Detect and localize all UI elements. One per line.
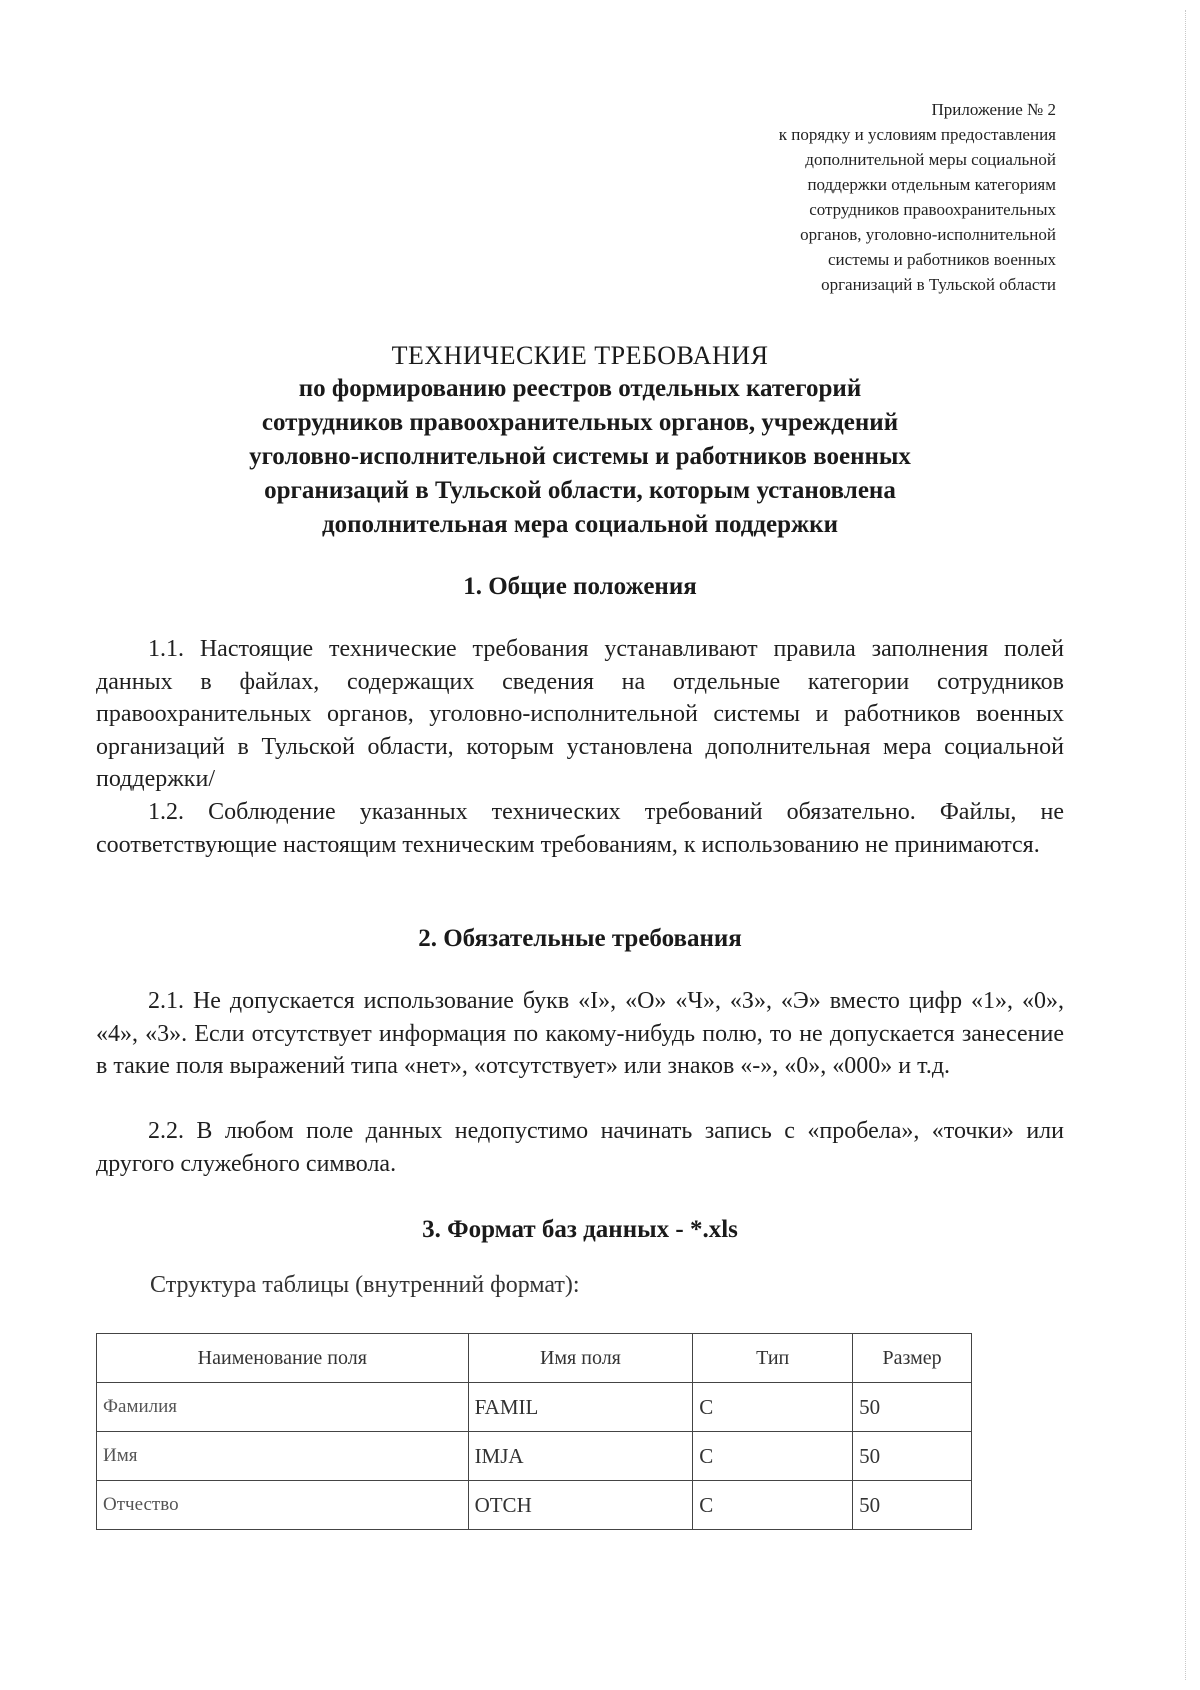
paragraph-1-2 <box>96 796 1064 861</box>
title-sub-line: сотрудников правоохранительных органов, учреждений <box>261 409 899 436</box>
column-header: Имя поля <box>468 1334 693 1383</box>
section-2-heading: 2. Обязательные требования <box>418 925 742 952</box>
title-sub-line: организаций в Тульской области, которым установлена <box>264 477 896 504</box>
table-cell: OTCH <box>468 1481 693 1530</box>
paragraph-text: 2.2. В любом поле данных недопустимо начинать запись с «пробела», «точки» или другого служебного символа. <box>96 1118 1064 1177</box>
table-cell: Отчество <box>97 1481 469 1530</box>
table-header-row <box>97 1334 972 1383</box>
paragraph-2-2 <box>96 1115 1064 1180</box>
document-title <box>96 340 1064 542</box>
title-main: ТЕХНИЧЕСКИЕ ТРЕБОВАНИЯ <box>391 341 769 370</box>
appendix-line: организаций в Тульской области <box>821 275 1056 294</box>
page-edge-divider <box>1185 10 1187 1680</box>
table-cell: C <box>693 1432 853 1481</box>
table-cell: 50 <box>853 1432 972 1481</box>
appendix-line: системы и работников военных <box>828 250 1056 269</box>
table-cell: C <box>693 1481 853 1530</box>
table-cell: IMJA <box>468 1432 693 1481</box>
appendix-line: органов, уголовно-исполнительной <box>800 225 1056 244</box>
section-1-heading: 1. Общие положения <box>463 573 697 600</box>
table-cell: Имя <box>97 1432 469 1481</box>
table-cell: FAMIL <box>468 1383 693 1432</box>
paragraph-text: 2.1. Не допускается использование букв «I», «О» «Ч», «З», «Э» вместо цифр «1», «0», «4», «3». Если отсутствует информация по какому-нибудь полю, то не допускается занесение в такие поля выражений типа «нет», «отсутствует» или знаков «-», «0», «000» и т.д. <box>96 988 1064 1079</box>
appendix-line: к порядку и условиям предоставления <box>778 125 1056 144</box>
title-sub-line: по формированию реестров отдельных категорий <box>298 375 862 402</box>
appendix-line: дополнительной меры социальной <box>805 150 1056 169</box>
title-sub-line: дополнительная мера социальной поддержки <box>322 511 838 538</box>
paragraph-text: 1.2. Соблюдение указанных технических требований обязательно. Файлы, не соответствующие настоящим техническим требованиям, к использованию не принимаются. <box>96 799 1064 858</box>
table-row <box>97 1481 972 1530</box>
table-cell: 50 <box>853 1383 972 1432</box>
appendix-line: поддержки отдельным категориям <box>807 175 1056 194</box>
table-row <box>97 1432 972 1481</box>
column-header: Размер <box>853 1334 972 1383</box>
appendix-line: сотрудников правоохранительных <box>809 200 1056 219</box>
title-sub-line: уголовно-исполнительной системы и работников военных <box>249 443 911 470</box>
column-header: Наименование поля <box>97 1334 469 1383</box>
table-caption: Структура таблицы (внутренний формат): <box>150 1272 580 1298</box>
appendix-note <box>779 97 1056 297</box>
table-cell: C <box>693 1383 853 1432</box>
table-cell: 50 <box>853 1481 972 1530</box>
paragraph-2-1 <box>96 985 1064 1083</box>
paragraph-1-1 <box>96 633 1064 796</box>
table-cell: Фамилия <box>97 1383 469 1432</box>
column-header: Тип <box>693 1334 853 1383</box>
section-3-heading: 3. Формат баз данных - *.xls <box>422 1216 738 1243</box>
structure-table <box>96 1333 972 1530</box>
table-row <box>97 1383 972 1432</box>
appendix-line: Приложение № 2 <box>931 100 1056 119</box>
paragraph-text: 1.1. Настоящие технические требования устанавливают правила заполнения полей данных в файлах, содержащих сведения на отдельные категории сотрудников правоохранительных органов, уголовно-исполнительной системы и работников военных организаций в Тульской области, которым установлена дополнительная мера социальной поддержки/ <box>96 636 1064 792</box>
